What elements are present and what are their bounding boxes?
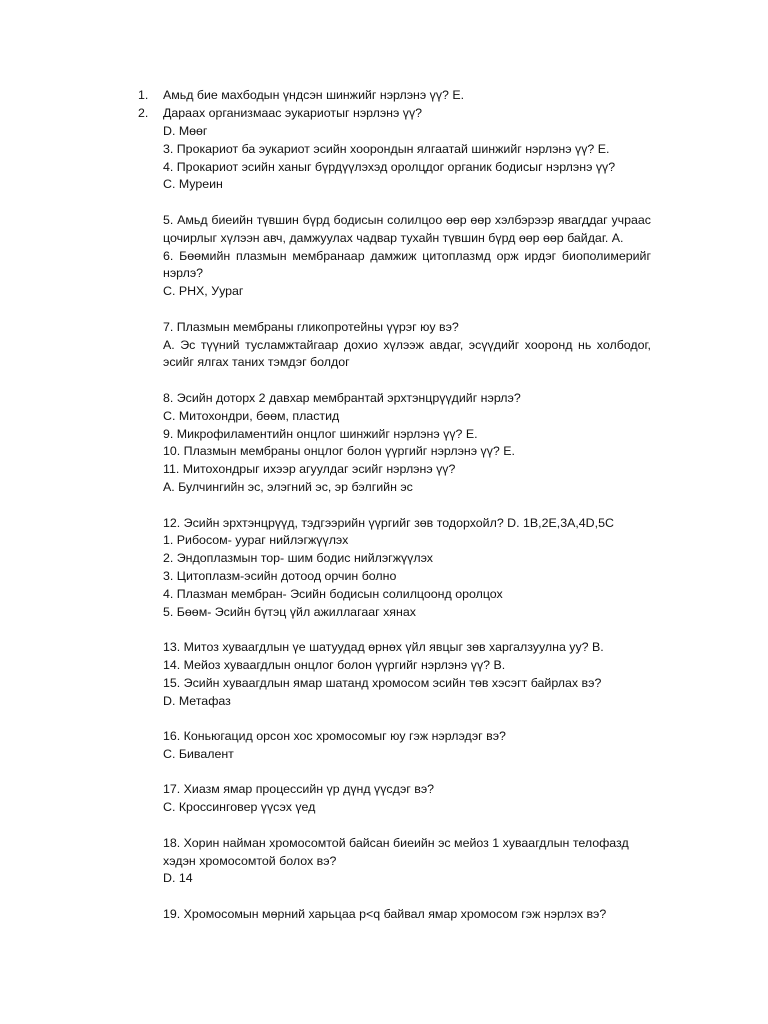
question-line: 18. Хорин найман хромосомтой байсан биеийн эс мейоз 1 хуваагдлын телофазд хэдэн хромосомтой болох вэ? xyxy=(163,835,629,868)
answer-line: С. РНХ, Уураг xyxy=(163,284,244,299)
answer-line: С. Митохондри, бөөм, пластид xyxy=(163,408,340,423)
answer-line: С. Муреин xyxy=(163,177,223,192)
question-line: 13. Митоз хуваагдлын үе шатуудад өрнөх үйл явцыг зөв харгалзуулна уу? В. xyxy=(163,640,604,655)
question-line: 15. Эсийн хуваагдлын ямар шатанд хромосом эсийн төв хэсэгт байрлах вэ? xyxy=(163,675,602,690)
question-line: 9. Микрофиламентийн онцлог шинжийг нэрлэнэ үү? Е. xyxy=(163,426,478,441)
list-number: 1. xyxy=(138,88,149,102)
sub-item: 4. Плазман мембран- Эсийн бодисын солилцоонд оролцох xyxy=(163,586,503,601)
sub-item: 3. Цитоплазм-эсийн дотоод орчин болно xyxy=(163,568,397,583)
question-line: 8. Эсийн доторх 2 давхар мембрантай эрхтэнцрүүдийг нэрлэ? xyxy=(163,390,521,405)
question-line: 11. Митохондрыг ихээр агуулдаг эсийг нэрлэнэ үү? xyxy=(163,462,456,477)
sub-item: 5. Бөөм- Эсийн бүтэц үйл ажиллагааг хянах xyxy=(163,604,416,619)
question-line: 6. Бөөмийн плазмын мембранаар дамжиж цитоплазмд орж ирдэг биополимерийг нэрлэ? xyxy=(163,248,651,281)
list-text: Амьд бие махбодын үндсэн шинжийг нэрлэнэ үү? Е. xyxy=(163,88,465,102)
answer-line: D. Мөөг xyxy=(163,124,208,138)
question-line: 16. Коньюгацид орсон хос хромосомыг юу гэж нэрлэдэг вэ? xyxy=(163,729,506,744)
list-number: 2. xyxy=(138,105,149,120)
list-item xyxy=(138,105,658,123)
question-line: 12. Эсийн эрхтэнцрүүд, тэдгээрийн үүргийг зөв тодорхойл? D. 1В,2Е,3А,4D,5С xyxy=(163,515,614,530)
answer-line: А. Булчингийн эс, элэгний эс, эр бэлгийн эс xyxy=(163,479,413,494)
sub-item: 1. Рибосом- уураг нийлэгжүүлэх xyxy=(163,533,349,548)
answer-line: D. 14 xyxy=(163,871,193,886)
question-line: 5. Амьд биеийн түвшин бүрд бодисын солилцоо өөр өөр хэлбэрээр явагддаг учраас цочирлыг хүлээн авч, дамжуулах чадвар тухайн түвшин бүрд өөр өөр байдаг. А. xyxy=(163,212,651,245)
question-line: 3. Прокариот ба эукариот эсийн хоорондын ялгаатай шинжийг нэрлэнэ үү? Е. xyxy=(163,141,610,156)
numbered-list xyxy=(138,87,658,123)
question-line: 7. Плазмын мембраны гликопротейны үүрэг юу вэ? xyxy=(163,319,459,334)
document-body xyxy=(163,123,651,924)
list-text: Дараах организмаас эукариотыг нэрлэнэ үү? xyxy=(163,105,423,120)
answer-line: С. Бивалент xyxy=(163,746,234,761)
question-line: 17. Хиазм ямар процессийн үр дүнд үүсдэг вэ? xyxy=(163,782,435,797)
question-line: 19. Хромосомын мөрний харьцаа p<q байвал ямар хромосом гэж нэрлэх вэ? xyxy=(163,907,607,922)
answer-line: D. Метафаз xyxy=(163,693,231,708)
answer-line: С. Кроссинговер үүсэх үед xyxy=(163,800,316,815)
sub-item: 2. Эндоплазмын тор- шим бодис нийлэгжүүлэх xyxy=(163,551,433,566)
list-item xyxy=(138,87,658,105)
answer-line: А. Эс түүний тусламжтайгаар дохио хүлээж авдаг, эсүүдийг хооронд нь холбодог, эсийг ялгах таних тэмдэг болдог xyxy=(163,337,651,370)
question-line: 4. Прокариот эсийн ханыг бүрдүүлэхэд оролцдог органик бодисыг нэрлэнэ үү? xyxy=(163,159,616,174)
question-line: 14. Мейоз хуваагдлын онцлог болон үүргийг нэрлэнэ үү? В. xyxy=(163,657,506,672)
question-line: 10. Плазмын мембраны онцлог болон үүргийг нэрлэнэ үү? Е. xyxy=(163,444,515,459)
